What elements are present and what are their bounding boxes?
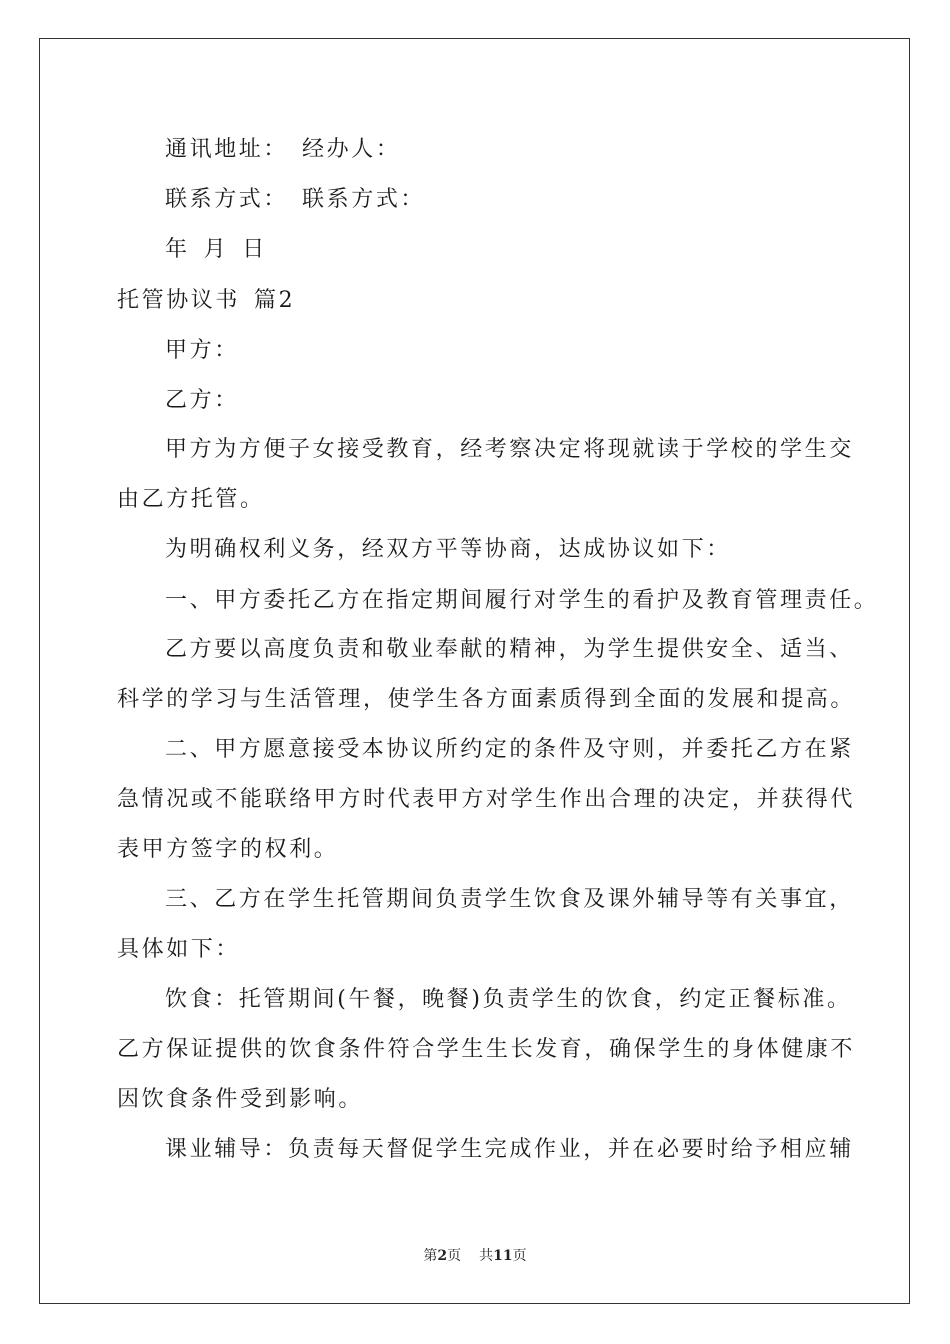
text-line: 表甲方签字的权利。 <box>117 837 339 862</box>
total-suffix: 页 <box>512 1248 527 1264</box>
page-number: 2 <box>437 1248 448 1264</box>
text-line: 科学的学习与生活管理，使学生各方面素质得到全面的发展和提高。 <box>117 687 856 712</box>
page-footer <box>0 1247 950 1265</box>
page-suffix: 页 <box>447 1248 462 1264</box>
contact-label-a: 联系方式： <box>165 187 289 212</box>
total-prefix: 共 <box>479 1248 494 1264</box>
text-line: 二、甲方愿意接受本协议所约定的条件及守则，并委托乙方在紧 <box>165 737 854 762</box>
text-line: 甲方为方便子女接受教育，经考察决定将现就读于学校的学生交 <box>165 437 854 462</box>
date-year: 年 <box>165 237 190 262</box>
total-pages: 11 <box>493 1248 513 1264</box>
text-line: 乙方保证提供的饮食条件符合学生生长发育，确保学生的身体健康不 <box>117 1037 856 1062</box>
text-line: 三、乙方在学生托管期间负责学生饮食及课外辅导等有关事宜， <box>165 887 854 912</box>
date-day: 日 <box>242 237 267 262</box>
text-line: 乙方要以高度负责和敬业奉献的精神，为学生提供安全、适当、 <box>165 637 854 662</box>
text-line: 由乙方托管。 <box>117 487 265 512</box>
date-month: 月 <box>203 237 229 262</box>
text-line <box>165 187 425 213</box>
contact-label-b: 联系方式： <box>302 187 426 212</box>
handler-label: 经办人： <box>302 137 401 162</box>
page-prefix: 第 <box>423 1248 438 1264</box>
heading-part: 篇2 <box>254 288 296 313</box>
text-line: 急情况或不能联络甲方时代表甲方对学生作出合理的决定，并获得代 <box>117 787 856 812</box>
heading-title: 托管协议书 <box>117 288 241 313</box>
text-line: 饮食：托管期间(午餐，晚餐)负责学生的饮食，约定正餐标准。 <box>165 987 852 1012</box>
text-line: 因饮食条件受到影响。 <box>117 1087 364 1112</box>
page-border <box>39 38 910 1304</box>
text-line: 具体如下： <box>117 937 241 962</box>
text-line: 一、甲方委托乙方在指定期间履行对学生的看护及教育管理责任。 <box>165 588 879 613</box>
section-heading <box>117 288 295 314</box>
party-a-line: 甲方： <box>165 338 239 363</box>
text-line: 为明确权利义务，经双方平等协商，达成协议如下： <box>165 537 731 562</box>
text-line: 课业辅导：负责每天督促学生完成作业，并在必要时给予相应辅 <box>165 1137 854 1162</box>
address-label: 通讯地址： <box>165 137 289 162</box>
party-b-line: 乙方： <box>165 388 239 413</box>
text-line <box>165 137 400 163</box>
date-line <box>165 237 267 263</box>
